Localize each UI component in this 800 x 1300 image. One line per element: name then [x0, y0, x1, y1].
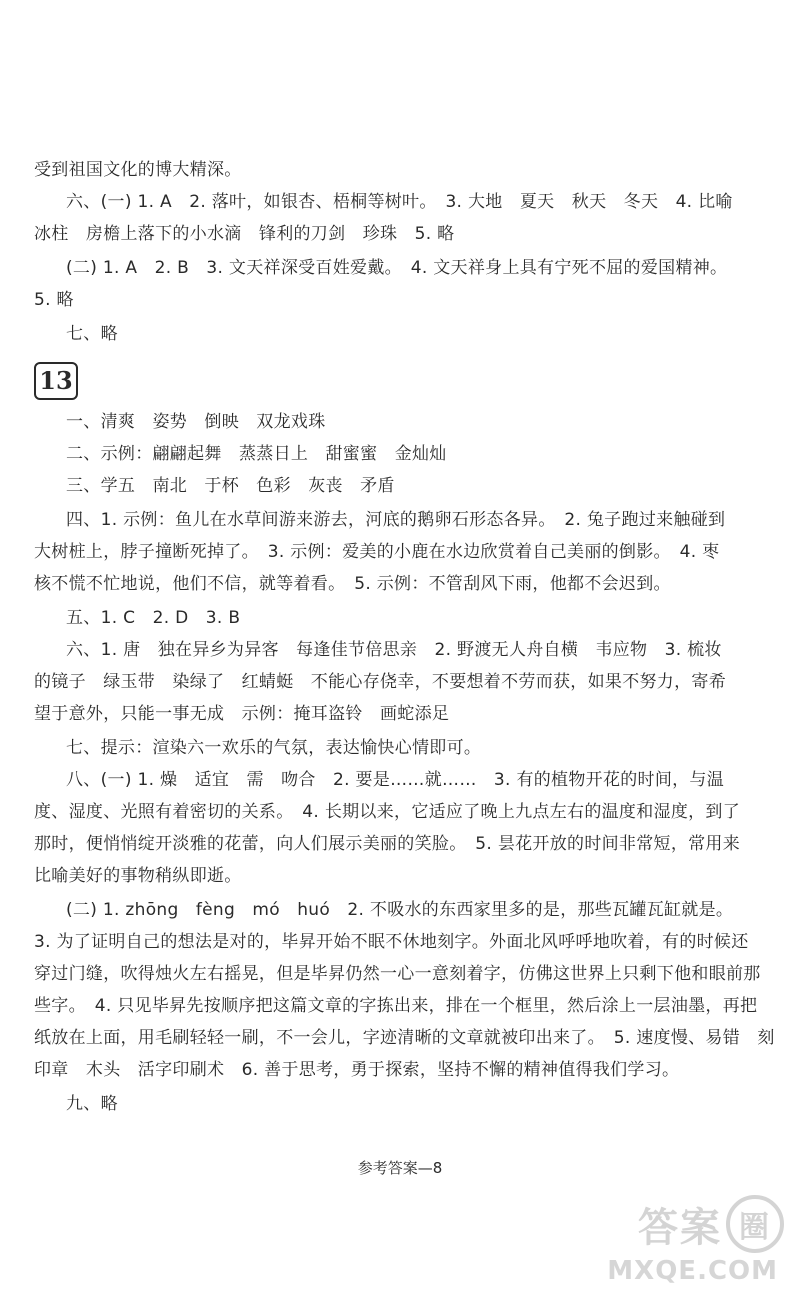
text-line: 三、学五 南北 于杯 色彩 灰丧 矛盾 — [66, 476, 395, 496]
text-line: 度、湿度、光照有着密切的关系。 4. 长期以来，它适应了晚上九点左右的温度和湿度，到了 — [34, 802, 741, 822]
text-line: 七、略 — [66, 324, 118, 344]
text-line: 一、清爽 姿势 倒映 双龙戏珠 — [66, 412, 326, 432]
text-line: 核不慌不忙地说，他们不信，就等着看。 5. 示例：不管刮风下雨，他都不会迟到。 — [34, 574, 671, 594]
text-line: (二) 1. A 2. B 3. 文天祥深受百姓爱戴。 4. 文天祥身上具有宁死不屈的爱国精神。 — [66, 258, 728, 278]
text-line: 七、提示：渲染六一欢乐的气氛，表达愉快心情即可。 — [66, 738, 482, 758]
text-line: 望于意外，只能一事无成 示例：掩耳盗铃 画蛇添足 — [34, 704, 450, 724]
text-line: 冰柱 房檐上落下的小水滴 锋利的刀剑 珍珠 5. 略 — [34, 224, 455, 244]
text-line: 五、1. C 2. D 3. B — [66, 608, 241, 628]
text-line: 二、示例：翩翩起舞 蒸蒸日上 甜蜜蜜 金灿灿 — [66, 444, 447, 464]
text-line: 受到祖国文化的博大精深。 — [34, 160, 242, 180]
text-line: (二) 1. zhōng fèng mó huó 2. 不吸水的东西家里多的是，那些瓦罐瓦缸就是。 — [66, 900, 734, 920]
text-line: 比喻美好的事物稍纵即逝。 — [34, 866, 242, 886]
watermark — [604, 1196, 784, 1292]
watermark-url: MXQE.COM — [607, 1256, 778, 1286]
page-footer: 参考答案—8 — [357, 1159, 443, 1177]
text-line: 六、(一) 1. A 2. 落叶，如银杏、梧桐等树叶。 3. 大地 夏天 秋天 冬天 4. 比喻 — [66, 192, 733, 212]
text-line: 四、1. 示例：鱼儿在水草间游来游去，河底的鹅卵石形态各异。 2. 兔子跑过来触碰到 — [66, 510, 726, 530]
text-line: 印章 木头 活字印刷术 6. 善于思考，勇于探索，坚持不懈的精神值得我们学习。 — [34, 1060, 680, 1080]
text-line: 些字。 4. 只见毕昇先按顺序把这篇文章的字拣出来，排在一个框里，然后涂上一层油墨，再把 — [34, 996, 758, 1016]
text-line: 六、1. 唐 独在异乡为异客 每逢佳节倍思亲 2. 野渡无人舟自横 韦应物 3. 梳妆 — [66, 640, 722, 660]
section-number-badge: 13 — [34, 362, 78, 400]
watermark-logo-text: 答案 — [638, 1204, 722, 1251]
watermark-logo — [604, 1196, 784, 1252]
text-line: 大树桩上，脖子撞断死掉了。 3. 示例：爱美的小鹿在水边欣赏着自己美丽的倒影。 4. 枣 — [34, 542, 720, 562]
text-line: 3. 为了证明自己的想法是对的，毕昇开始不眠不休地刻字。外面北风呼呼地吹着，有的时候还 — [34, 932, 749, 952]
text-line: 的镜子 绿玉带 染绿了 红蜻蜓 不能心存侥幸，不要想着不劳而获，如果不努力，寄希 — [34, 672, 726, 692]
text-line: 5. 略 — [34, 290, 74, 310]
text-line: 穿过门缝，吹得烛火左右摇晃，但是毕昇仍然一心一意刻着字，仿佛这世界上只剩下他和眼前那 — [34, 964, 761, 984]
text-line: 九、略 — [66, 1094, 118, 1114]
text-line: 八、(一) 1. 燥 适宜 需 吻合 2. 要是……就…… 3. 有的植物开花的时间，与温 — [66, 770, 725, 790]
text-line: 那时，便悄悄绽开淡雅的花蕾，向人们展示美丽的笑脸。 5. 昙花开放的时间非常短，常用来 — [34, 834, 741, 854]
text-line: 纸放在上面，用毛刷轻轻一刷，不一会儿，字迹清晰的文章就被印出来了。 5. 速度慢、易错 刻 — [34, 1028, 775, 1048]
watermark-circle-icon: 圈 — [726, 1195, 784, 1253]
